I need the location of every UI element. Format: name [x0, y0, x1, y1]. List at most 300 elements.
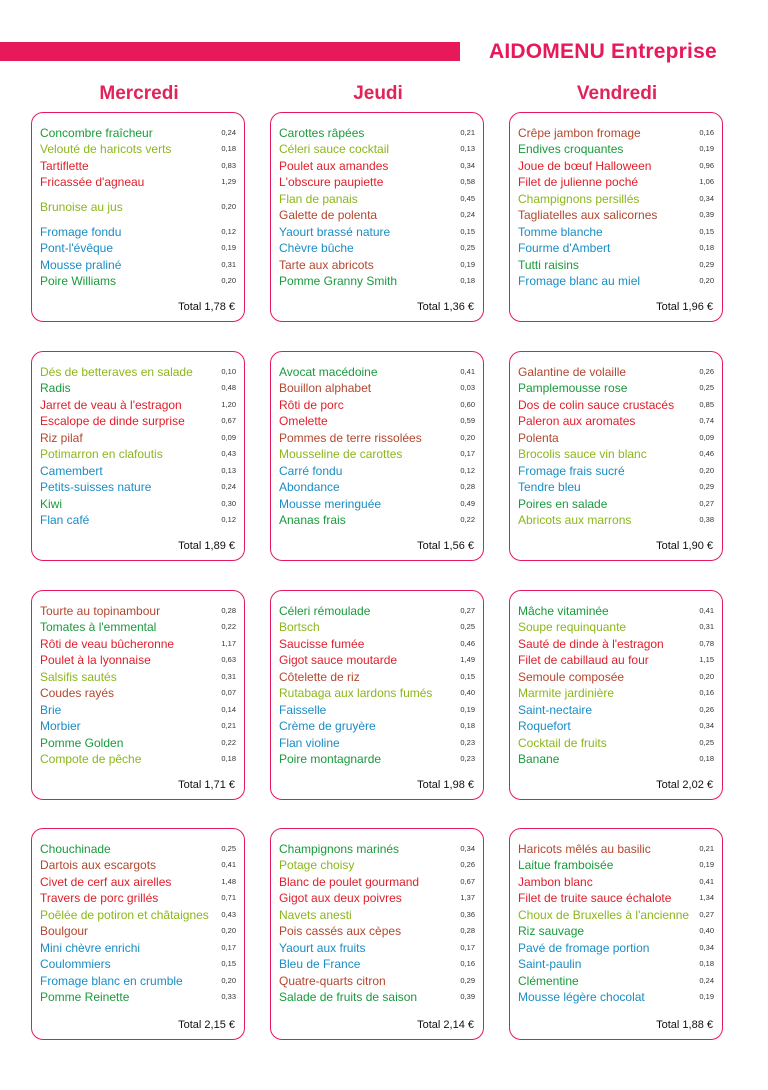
- menu-item-price: 0,20: [460, 432, 475, 442]
- menu-item: [40, 938, 236, 955]
- menu-item: [40, 750, 236, 767]
- menu-item-name: Choux de Bruxelles à l'ancienne: [518, 907, 690, 922]
- menu-item-price: 0,33: [221, 992, 236, 1001]
- menu-item-price: 0,22: [221, 737, 236, 747]
- menu-item-price: 0,07: [221, 688, 236, 697]
- menu-item-price: 0,13: [460, 144, 475, 153]
- menu-item-price: 1,20: [221, 399, 236, 409]
- menu-item: [518, 601, 714, 618]
- menu-item-list: [40, 123, 236, 288]
- menu-item-name: Galette de polenta: [279, 208, 378, 222]
- menu-item-name: Crème de gruyère: [279, 719, 376, 733]
- brand-title: AIDOMENU Entreprise: [489, 40, 717, 63]
- menu-item-name: L'obscure paupiette: [279, 175, 384, 189]
- menu-item: [518, 494, 714, 511]
- menu-item-price: 0,20: [221, 276, 236, 285]
- menu-item: [40, 428, 236, 445]
- menu-item-price: 0,09: [221, 432, 236, 442]
- menu-card-friday-week-3: [509, 590, 723, 800]
- menu-item-price: 0,24: [221, 127, 236, 137]
- menu-item-name: Jambon blanc: [518, 874, 593, 889]
- menu-item: [518, 872, 714, 889]
- menu-item-name: Salade de fruits de saison: [279, 990, 418, 1004]
- menu-item-price: 0,17: [221, 942, 236, 952]
- menu-item-name: Escalope de dinde surprise: [40, 414, 185, 428]
- menu-item-list: [279, 362, 475, 527]
- menu-item-name: Polenta: [518, 430, 559, 445]
- menu-total: Total 2,02 €: [656, 779, 713, 791]
- menu-item: [40, 700, 236, 717]
- menu-item-name: Pois cassés aux cèpes: [279, 924, 402, 938]
- menu-item-name: Fromage blanc en crumble: [40, 973, 183, 988]
- menu-item: [279, 601, 475, 618]
- menu-item: [279, 239, 475, 256]
- menu-item-name: Poêlée de potiron et châtaignes: [40, 907, 209, 922]
- menu-item: [518, 889, 714, 906]
- menu-item-price: 0,09: [699, 432, 714, 442]
- menu-item-name: Navets anesti: [279, 907, 352, 922]
- menu-item-name: Abondance: [279, 480, 340, 494]
- menu-item: [279, 988, 475, 1005]
- menu-item-name: Avocat macédoine: [279, 364, 378, 379]
- menu-item-price: 0,28: [460, 926, 475, 935]
- menu-item-price: 0,31: [699, 622, 714, 631]
- menu-item-name: Tagliatelles aux salicornes: [518, 208, 658, 222]
- menu-item-name: Mousse praliné: [40, 257, 122, 272]
- menu-item: [279, 428, 475, 445]
- menu-item-price: 0,20: [699, 465, 714, 475]
- menu-total: Total 1,90 €: [656, 540, 713, 552]
- menu-item-name: Tomme blanche: [518, 224, 603, 239]
- menu-item-price: 0,30: [221, 498, 236, 508]
- menu-item-name: Rutabaga aux lardons fumés: [279, 686, 433, 700]
- menu-item: [279, 938, 475, 955]
- menu-item: [279, 839, 475, 856]
- menu-item-price: 1,06: [699, 177, 714, 186]
- menu-item-price: 0,16: [460, 959, 475, 968]
- menu-item: [40, 971, 236, 988]
- menu-item-name: Tomates à l'emmental: [40, 620, 157, 634]
- menu-item-name: Ananas frais: [279, 513, 346, 527]
- menu-item-name: Tendre bleu: [518, 480, 581, 494]
- menu-item: [40, 222, 236, 239]
- menu-item-name: Boulgour: [40, 924, 89, 938]
- menu-item: [279, 905, 475, 922]
- menu-item: [518, 839, 714, 856]
- menu-item-list: [518, 601, 714, 766]
- menu-item-name: Yaourt brassé nature: [279, 224, 391, 239]
- menu-item-name: Concombre fraîcheur: [40, 125, 153, 140]
- menu-item: [279, 461, 475, 478]
- menu-item: [40, 905, 236, 922]
- menu-item-name: Filet de julienne poché: [518, 175, 639, 189]
- menu-item-name: Saint-nectaire: [518, 702, 593, 717]
- menu-item-price: 0,83: [221, 160, 236, 170]
- menu-item-price: 0,18: [699, 243, 714, 252]
- menu-item: [518, 379, 714, 396]
- menu-item-name: Morbier: [40, 719, 81, 733]
- menu-item-price: 0,19: [699, 860, 714, 869]
- menu-item-price: 0,19: [221, 243, 236, 252]
- menu-item: [518, 189, 714, 206]
- menu-item-name: Chouchinade: [40, 841, 111, 856]
- menu-item-price: 0,18: [221, 754, 236, 763]
- menu-item-price: 0,18: [221, 144, 236, 153]
- menu-item-price: 0,12: [221, 515, 236, 524]
- menu-item-price: 0,27: [699, 909, 714, 919]
- menu-item-price: 0,25: [460, 622, 475, 631]
- menu-card-thursday-week-1: [270, 112, 484, 322]
- menu-item-name: Haricots mêlés au basilic: [518, 841, 651, 856]
- menu-item: [40, 839, 236, 856]
- menu-item-name: Pommes de terre rissolées: [279, 430, 422, 445]
- menu-item: [279, 955, 475, 972]
- menu-item: [518, 717, 714, 734]
- menu-item: [40, 856, 236, 873]
- menu-item: [40, 239, 236, 256]
- menu-item: [518, 206, 714, 223]
- menu-item-name: Banane: [518, 752, 560, 766]
- menu-item: [279, 700, 475, 717]
- menu-item-name: Kiwi: [40, 496, 63, 511]
- menu-item-price: 0,24: [460, 210, 475, 219]
- menu-item: [518, 938, 714, 955]
- menu-item: [279, 511, 475, 528]
- menu-item-name: Gigot aux deux poivres: [279, 891, 402, 905]
- menu-item-name: Rôti de veau bûcheronne: [40, 636, 175, 651]
- day-header-friday: Vendredi: [576, 83, 658, 104]
- menu-item-price: 0,20: [699, 276, 714, 285]
- menu-item-price: 0,45: [460, 193, 475, 203]
- menu-item-price: 0,39: [699, 210, 714, 219]
- menu-item-price: 0,34: [460, 160, 475, 170]
- menu-item-price: 0,41: [460, 366, 475, 376]
- menu-item-name: Crêpe jambon fromage: [518, 125, 641, 140]
- menu-item-name: Radis: [40, 381, 71, 395]
- menu-item-price: 0,20: [221, 202, 236, 211]
- menu-item-name: Salsifis sautés: [40, 669, 117, 684]
- menu-item-price: 0,39: [460, 992, 475, 1001]
- menu-item-name: Pavé de fromage portion: [518, 940, 650, 955]
- header-accent-bar: [0, 42, 460, 61]
- menu-item-price: 0,16: [699, 688, 714, 697]
- menu-item-price: 0,26: [460, 860, 475, 869]
- menu-item: [279, 156, 475, 173]
- menu-item-price: 0,41: [221, 860, 236, 869]
- menu-item: [40, 123, 236, 140]
- menu-item-name: Camembert: [40, 463, 103, 478]
- menu-item: [518, 733, 714, 750]
- menu-item-list: [279, 839, 475, 1004]
- menu-item-name: Côtelette de riz: [279, 669, 360, 684]
- menu-item: [279, 618, 475, 635]
- menu-item: [40, 955, 236, 972]
- menu-item: [40, 255, 236, 272]
- menu-item-price: 1,49: [460, 655, 475, 664]
- menu-item-name: Poire montagnarde: [279, 752, 382, 766]
- menu-item-list: [518, 123, 714, 288]
- menu-item-name: Galantine de volaille: [518, 364, 627, 379]
- menu-item-price: 0,40: [699, 926, 714, 935]
- menu-item-price: 0,27: [460, 605, 475, 615]
- menu-card-thursday-week-3: [270, 590, 484, 800]
- menu-item-name: Poire Williams: [40, 274, 117, 288]
- menu-item-price: 1,48: [221, 876, 236, 886]
- menu-item-price: 0,23: [460, 754, 475, 763]
- menu-item-price: 0,25: [699, 383, 714, 392]
- menu-item-price: 0,13: [221, 465, 236, 475]
- menu-item-price: 0,20: [221, 926, 236, 935]
- menu-item-price: 0,15: [699, 226, 714, 236]
- menu-item-name: Brunoise au jus: [40, 200, 123, 214]
- menu-item-name: Riz pilaf: [40, 430, 83, 445]
- menu-item: [279, 750, 475, 767]
- day-header-wednesday: Mercredi: [99, 83, 179, 104]
- menu-item-price: 0,29: [460, 975, 475, 985]
- menu-item-name: Cocktail de fruits: [518, 735, 607, 750]
- menu-item-name: Saint-paulin: [518, 957, 582, 971]
- menu-item-name: Riz sauvage: [518, 924, 585, 938]
- menu-item-price: 0,19: [699, 992, 714, 1001]
- menu-item-price: 0,49: [460, 498, 475, 508]
- menu-item: [518, 272, 714, 289]
- menu-item: [279, 971, 475, 988]
- menu-item: [518, 140, 714, 157]
- menu-item: [40, 189, 236, 222]
- menu-item-price: 0,67: [460, 876, 475, 886]
- menu-item-price: 0,28: [460, 482, 475, 491]
- menu-item-price: 0,27: [699, 498, 714, 508]
- menu-item-name: Saucisse fumée: [279, 636, 365, 651]
- menu-item: [518, 156, 714, 173]
- menu-item-name: Pamplemousse rose: [518, 381, 628, 395]
- menu-item: [279, 173, 475, 190]
- menu-item-price: 1,37: [460, 893, 475, 902]
- menu-item-price: 1,34: [699, 893, 714, 902]
- menu-item-name: Dos de colin sauce crustacés: [518, 397, 675, 412]
- menu-item-name: Fromage frais sucré: [518, 463, 625, 478]
- menu-total: Total 1,89 €: [178, 540, 235, 552]
- menu-item-name: Mini chèvre enrichi: [40, 940, 141, 955]
- menu-item-price: 0,19: [699, 144, 714, 153]
- menu-total: Total 1,96 €: [656, 301, 713, 313]
- menu-item-price: 0,71: [221, 893, 236, 902]
- menu-card-wednesday-week-1: [31, 112, 245, 322]
- menu-total: Total 2,15 €: [178, 1019, 235, 1031]
- menu-item-name: Clémentine: [518, 973, 579, 988]
- menu-item-name: Tarte aux abricots: [279, 257, 374, 272]
- menu-item-price: 0,46: [460, 638, 475, 648]
- menu-item: [40, 872, 236, 889]
- menu-item: [279, 889, 475, 906]
- menu-item-name: Paleron aux aromates: [518, 414, 636, 428]
- menu-item: [40, 461, 236, 478]
- menu-item-name: Coulommiers: [40, 957, 111, 971]
- menu-item: [40, 156, 236, 173]
- menu-item-price: 0,31: [221, 671, 236, 681]
- menu-item-price: 0,36: [460, 909, 475, 919]
- menu-item-price: 0,34: [699, 193, 714, 203]
- menu-item-price: 0,58: [460, 177, 475, 186]
- menu-item-name: Bouillon alphabet: [279, 381, 372, 395]
- menu-item: [279, 494, 475, 511]
- menu-item: [40, 140, 236, 157]
- menu-item: [40, 717, 236, 734]
- menu-item-price: 0,34: [699, 721, 714, 730]
- menu-item: [279, 412, 475, 429]
- menu-item: [279, 856, 475, 873]
- menu-card-thursday-week-2: [270, 351, 484, 561]
- menu-item-name: Fourme d'Ambert: [518, 241, 611, 255]
- menu-item: [40, 733, 236, 750]
- menu-item: [40, 618, 236, 635]
- menu-item-name: Carottes râpées: [279, 125, 365, 140]
- menu-item-name: Soupe requinquante: [518, 620, 627, 634]
- menu-item: [279, 272, 475, 289]
- menu-item-name: Céleri sauce cocktail: [279, 142, 390, 156]
- menu-item-name: Velouté de haricots verts: [40, 142, 172, 156]
- menu-item-name: Endives croquantes: [518, 142, 624, 156]
- menu-item: [518, 123, 714, 140]
- menu-item-price: 0,41: [699, 605, 714, 615]
- menu-item-name: Jarret de veau à l'estragon: [40, 397, 182, 412]
- menu-item-name: Compote de pêche: [40, 752, 142, 766]
- menu-item-price: 0,24: [699, 975, 714, 985]
- menu-item: [518, 428, 714, 445]
- menu-item: [40, 478, 236, 495]
- menu-item: [518, 445, 714, 462]
- menu-item-list: [279, 601, 475, 766]
- menu-item-price: 0,17: [460, 942, 475, 952]
- menu-item-price: 0,15: [460, 226, 475, 236]
- menu-item-name: Petits-suisses nature: [40, 480, 152, 494]
- menu-item-name: Sauté de dinde à l'estragon: [518, 636, 664, 651]
- menu-item-price: 0,21: [221, 721, 236, 730]
- menu-item: [279, 651, 475, 668]
- menu-item-name: Poulet aux amandes: [279, 158, 389, 173]
- menu-item-price: 0,17: [460, 449, 475, 458]
- menu-item-price: 0,43: [221, 909, 236, 919]
- menu-card-thursday-week-4: [270, 828, 484, 1040]
- menu-item: [40, 395, 236, 412]
- menu-item-name: Céleri rémoulade: [279, 603, 371, 618]
- menu-item-name: Mousse légère chocolat: [518, 990, 645, 1004]
- menu-item-name: Potimarron en clafoutis: [40, 447, 163, 461]
- menu-total: Total 1,88 €: [656, 1019, 713, 1031]
- menu-item: [279, 667, 475, 684]
- menu-item: [518, 856, 714, 873]
- menu-item: [40, 988, 236, 1005]
- menu-item: [518, 461, 714, 478]
- menu-item-name: Travers de porc grillés: [40, 891, 159, 905]
- menu-item: [40, 922, 236, 939]
- menu-item-name: Champignons persillés: [518, 191, 640, 206]
- menu-item: [518, 511, 714, 528]
- menu-item-name: Dés de betteraves en salade: [40, 364, 193, 379]
- menu-item: [279, 255, 475, 272]
- menu-total: Total 1,98 €: [417, 779, 474, 791]
- menu-item-price: 0,34: [460, 843, 475, 853]
- menu-total: Total 1,36 €: [417, 301, 474, 313]
- menu-item-name: Pont-l'évêque: [40, 241, 114, 255]
- menu-item-name: Yaourt aux fruits: [279, 940, 366, 955]
- menu-item: [279, 684, 475, 701]
- menu-card-friday-week-4: [509, 828, 723, 1040]
- menu-item-name: Brocolis sauce vin blanc: [518, 447, 647, 461]
- menu-item-list: [40, 601, 236, 766]
- menu-item-list: [40, 362, 236, 527]
- menu-item: [279, 634, 475, 651]
- menu-item: [40, 667, 236, 684]
- menu-item-price: 1,29: [221, 177, 236, 186]
- menu-item: [279, 206, 475, 223]
- menu-card-wednesday-week-3: [31, 590, 245, 800]
- menu-item-price: 0,31: [221, 259, 236, 269]
- menu-item: [279, 222, 475, 239]
- menu-item-price: 0,29: [699, 482, 714, 491]
- menu-item: [518, 988, 714, 1005]
- menu-item-price: 0,43: [221, 449, 236, 458]
- menu-item-name: Pomme Golden: [40, 735, 124, 750]
- menu-item-name: Roquefort: [518, 719, 571, 733]
- menu-item-price: 0,26: [699, 366, 714, 376]
- menu-item-name: Coudes rayés: [40, 686, 115, 700]
- menu-item: [518, 651, 714, 668]
- menu-item: [279, 123, 475, 140]
- menu-item-price: 0,63: [221, 655, 236, 664]
- menu-item-name: Civet de cerf aux airelles: [40, 874, 172, 889]
- menu-item-list: [518, 362, 714, 527]
- menu-item: [279, 395, 475, 412]
- menu-item-name: Flan de panais: [279, 191, 358, 206]
- menu-item: [40, 445, 236, 462]
- menu-item-price: 0,29: [699, 259, 714, 269]
- menu-item-name: Marmite jardinière: [518, 686, 615, 700]
- menu-item: [40, 651, 236, 668]
- menu-item: [518, 955, 714, 972]
- menu-item-price: 0,25: [460, 243, 475, 252]
- menu-item-price: 1,17: [221, 638, 236, 648]
- menu-item-price: 0,25: [221, 843, 236, 853]
- menu-item-price: 0,18: [699, 754, 714, 763]
- menu-item-name: Rôti de porc: [279, 397, 344, 412]
- menu-item-price: 0,41: [699, 876, 714, 886]
- menu-item-price: 0,26: [699, 704, 714, 714]
- menu-item-price: 0,21: [699, 843, 714, 853]
- menu-item: [40, 362, 236, 379]
- menu-item: [40, 889, 236, 906]
- menu-item: [279, 922, 475, 939]
- menu-item-price: 0,19: [460, 259, 475, 269]
- menu-item-name: Laitue framboisée: [518, 858, 614, 872]
- menu-item-price: 0,67: [221, 416, 236, 425]
- menu-item: [518, 239, 714, 256]
- menu-item: [279, 445, 475, 462]
- menu-item: [279, 189, 475, 206]
- menu-item-price: 0,10: [221, 366, 236, 376]
- menu-item-name: Bleu de France: [279, 957, 361, 971]
- menu-item-price: 0,19: [460, 704, 475, 714]
- menu-item-name: Fromage blanc au miel: [518, 274, 641, 288]
- menu-item: [40, 173, 236, 190]
- menu-item-name: Brie: [40, 702, 62, 717]
- menu-item: [40, 272, 236, 289]
- menu-item: [279, 140, 475, 157]
- menu-item: [518, 750, 714, 767]
- menu-item-price: 0,78: [699, 638, 714, 648]
- menu-item-price: 0,48: [221, 383, 236, 392]
- menu-item-price: 0,20: [221, 975, 236, 985]
